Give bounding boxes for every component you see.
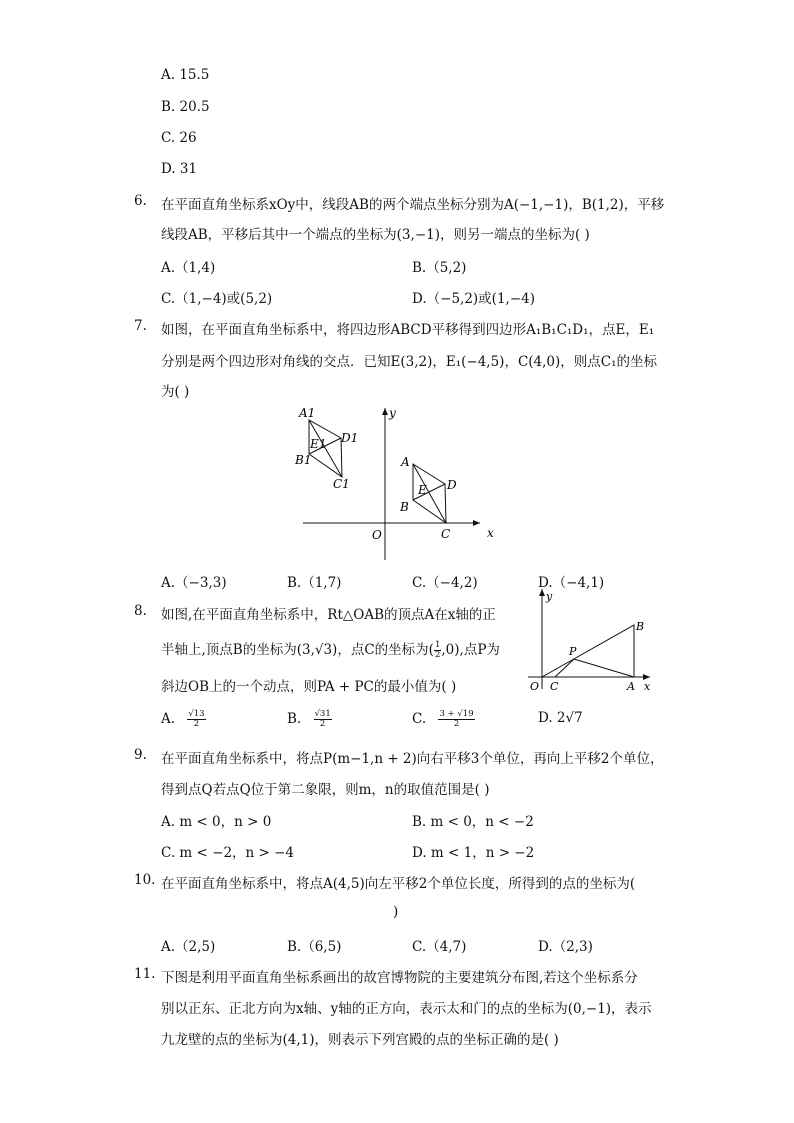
q9-option-b: B. m < 0，n < −2 xyxy=(412,814,534,830)
q6-option-c: C.（1,−4)或(5,2) xyxy=(161,291,273,307)
q8-label-p: P xyxy=(569,645,577,658)
q7-label-c: C xyxy=(441,527,451,541)
q10-text-line2: ) xyxy=(393,904,399,920)
q8-option-c-label: C. xyxy=(412,711,427,727)
q8-label-y: y xyxy=(546,590,553,603)
q6-number: 6. xyxy=(134,193,147,209)
q8-text-line2-b: ,点P为 xyxy=(459,642,500,658)
q11-text-line1: 下图是利用平面直角坐标系画出的故宫博物院的主要建筑分布图,若这个坐标系分 xyxy=(161,970,638,986)
q7-label-b1: B1 xyxy=(295,453,312,467)
q6-option-d: D.（−5,2)或(1,−4) xyxy=(412,291,535,307)
q8-label-x: x xyxy=(644,680,651,693)
q8-option-c xyxy=(412,710,475,729)
q7-label-e1: E1 xyxy=(310,437,327,451)
q7-label-e: E xyxy=(418,483,427,497)
q8-option-b-den: 2 xyxy=(319,719,326,729)
q8-option-b xyxy=(287,710,332,729)
q7-label-c1: C1 xyxy=(333,477,350,491)
q7-label-x: x xyxy=(487,526,494,540)
q8-text-line2-a: 半轴上,顶点B的坐标为(3,√3)，点C的坐标为 xyxy=(161,642,429,658)
q7-option-c: C.（−4,2) xyxy=(412,575,478,591)
q5-option-c: C. 26 xyxy=(161,130,197,146)
q8-segment-pa xyxy=(574,659,634,677)
q8-option-d: D. 2√7 xyxy=(538,710,583,726)
q7-label-d1: D1 xyxy=(341,431,359,445)
q8-option-b-num: √31 xyxy=(314,709,331,719)
q9-text-line2: 得到点Q若点Q位于第二象限，则m，n的取值范围是( ) xyxy=(161,782,490,798)
q8-point-c-coord: ( $\frac{1}{2}$ ,0) xyxy=(428,640,460,660)
q5-option-d: D. 31 xyxy=(161,161,198,177)
q7-number: 7. xyxy=(134,318,147,334)
q7-text-line2: 分别是两个四边形对角线的交点．已知E(3,2)，E₁(−4,5)，C(4,0)，则点C₁的坐标 xyxy=(161,354,658,370)
q8-option-b-label: B. xyxy=(287,711,302,727)
q7-label-b: B xyxy=(400,500,409,514)
q7-label-d: D xyxy=(447,478,457,492)
q8-label-o: O xyxy=(530,680,540,693)
q8-option-a-num: √13 xyxy=(188,709,205,719)
q6-option-a: A.（1,4) xyxy=(161,260,216,276)
q7-text-line1: 如图，在平面直角坐标系中，将四边形ABCD平移得到四边形A₁B₁C₁D₁，点E，E₁ xyxy=(161,322,655,338)
q8-c-tail: ,0 xyxy=(441,642,455,658)
q8-number: 8. xyxy=(134,603,147,619)
q8-option-a-den: 2 xyxy=(193,719,200,729)
q11-text-line3: 九龙壁的点的坐标为(4,1)，则表示下列宫殿的点的坐标正确的是( ) xyxy=(161,1032,559,1048)
q8-text-line3: 斜边OB上的一个动点，则PA + PC的最小值为( ) xyxy=(161,679,457,695)
q10-option-c: C.（4,7) xyxy=(412,939,467,955)
q8-option-c-den: 2 xyxy=(453,719,460,729)
q7-option-b: B.（1,7) xyxy=(287,575,342,591)
q7-label-y: y xyxy=(389,406,396,420)
q11-text-line2: 别以正东、正北方向为x轴、y轴的正方向，表示太和门的点的坐标为(0,−1)，表示 xyxy=(161,1001,652,1017)
q7-figure xyxy=(295,402,505,562)
q7-label-a1: A1 xyxy=(299,406,316,420)
q8-label-a: A xyxy=(627,680,635,693)
q10-option-a: A.（2,5) xyxy=(161,939,216,955)
q5-option-b: B. 20.5 xyxy=(161,99,210,115)
q8-label-b: B xyxy=(636,620,645,633)
q10-number: 10. xyxy=(134,872,156,888)
q8-figure xyxy=(520,585,660,695)
q8-option-a-label: A. xyxy=(161,711,176,727)
q9-option-d: D. m < 1，n > −2 xyxy=(412,845,535,861)
q11-number: 11. xyxy=(134,966,156,982)
q7-option-d: D.（−4,1) xyxy=(538,575,605,591)
q9-option-a: A. m < 0，n > 0 xyxy=(161,814,272,830)
q8-c-denominator: 2 xyxy=(434,650,441,660)
q8-label-c: C xyxy=(550,680,559,693)
q8-text-line2 xyxy=(161,638,500,660)
q9-number: 9. xyxy=(134,747,147,763)
q6-text-line2: 线段AB，平移后其中一个端点的坐标为(3,−1)，则另一端点的坐标为( ) xyxy=(161,227,590,243)
q8-triangle-oab xyxy=(542,625,634,677)
q10-option-b: B.（6,5) xyxy=(287,939,342,955)
q8-option-a xyxy=(161,710,206,729)
q8-option-c-num: 3 + √19 xyxy=(439,709,474,719)
q8-text-line1: 如图,在平面直角坐标系中，Rt△OAB的顶点A在x轴的正 xyxy=(161,607,496,623)
q7-label-o: O xyxy=(372,528,382,542)
q7-label-a: A xyxy=(401,455,410,469)
q7-text-line3: 为( ) xyxy=(161,384,190,400)
q9-option-c: C. m < −2，n > −4 xyxy=(161,845,295,861)
q10-option-d: D.（2,3) xyxy=(538,939,593,955)
q10-text-line1: 在平面直角坐标系中，将点A(4,5)向左平移2个单位长度，所得到的点的坐标为( xyxy=(161,876,636,892)
q9-text-line1: 在平面直角坐标系中，将点P(m−1,n + 2)向右平移3个单位，再向上平移2个单位， xyxy=(161,751,664,767)
q5-option-a: A. 15.5 xyxy=(161,67,210,83)
q6-text-line1: 在平面直角坐标系xOy中，线段AB的两个端点坐标分别为A(−1,−1)，B(1,2)，平移 xyxy=(161,197,665,213)
q7-option-a: A.（−3,3) xyxy=(161,575,227,591)
q6-option-b: B.（5,2) xyxy=(412,260,467,276)
q8-c-numerator: 1 xyxy=(434,640,441,650)
